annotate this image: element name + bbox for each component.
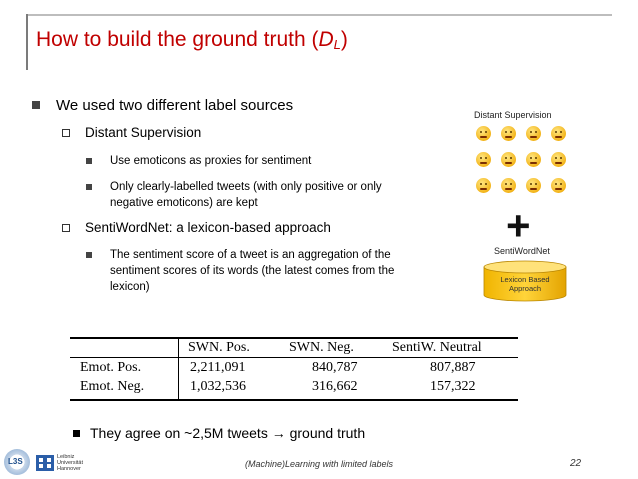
table-cell: 2,211,091	[190, 360, 246, 375]
bullet-sentiment-score	[86, 247, 426, 295]
agreement-text: They agree on ~2,5M tweets	[90, 425, 268, 441]
bullet-label-sources	[32, 97, 293, 114]
title-top-rule	[26, 14, 612, 16]
bullet-distant-supervision	[62, 125, 201, 140]
worried-emoji-icon	[526, 126, 541, 141]
table-cell: 157,322	[430, 379, 476, 394]
bullet-text: The sentiment score of a tweet is an aggregation of the sentiment scores of its words (the latest comes from the lexicon)	[110, 249, 395, 293]
arrow-right-icon: →	[271, 425, 286, 441]
bullet-text: SentiWordNet: a lexicon-based approach	[85, 220, 331, 235]
bullet-text: Only clearly-labelled tweets (with only positive or only negative emoticons) are kept	[110, 181, 382, 209]
blush-emoji-icon	[501, 178, 516, 193]
table-row-label: Emot. Pos.	[80, 360, 142, 375]
method-illustration	[468, 106, 582, 306]
lexicon-line-2: Approach	[508, 284, 542, 293]
table-cell: 316,662	[312, 379, 358, 394]
agreement-table	[70, 337, 518, 401]
university-name-line: Universität	[57, 460, 83, 466]
figure-panel-title: Distant Supervision	[474, 110, 552, 120]
tongue-emoji-icon	[526, 152, 541, 167]
kiss-emoji-icon	[551, 178, 566, 193]
square-bullet-icon	[32, 101, 40, 109]
cool-emoji-icon	[526, 178, 541, 193]
title-left-rule	[26, 14, 28, 70]
grin-emoji-icon	[476, 152, 491, 167]
table-cell: 1,032,536	[190, 379, 246, 394]
square-bullet-icon	[86, 184, 92, 190]
lexicon-cylinder-icon	[482, 260, 568, 302]
bullet-text: We used two different label sources	[56, 97, 294, 114]
surprised-emoji-icon	[551, 126, 566, 141]
bullet-text: Distant Supervision	[85, 125, 202, 140]
agreement-statement	[73, 425, 365, 441]
square-bullet-icon	[86, 158, 92, 164]
square-bullet-icon	[73, 430, 80, 437]
hollow-square-bullet-icon	[62, 129, 70, 137]
table-header-rule	[70, 357, 518, 358]
agreement-result: ground truth	[289, 425, 366, 441]
smile-emoji-icon	[476, 126, 491, 141]
wink-emoji-icon	[501, 152, 516, 167]
hollow-square-bullet-icon	[62, 224, 70, 232]
silly-emoji-icon	[476, 178, 491, 193]
table-column-separator	[178, 339, 179, 399]
sentiwordnet-label: SentiWordNet	[494, 246, 550, 256]
bullet-clearly-labelled	[86, 179, 426, 211]
table-top-rule	[70, 337, 518, 339]
footer-title: (Machine)Learning with limited labels	[244, 459, 394, 469]
university-name-line: Hannover	[57, 466, 81, 472]
table-header-sentiw-neutral: SentiW. Neutral	[392, 340, 482, 355]
sad-emoji-icon	[501, 126, 516, 141]
bullet-sentiwordnet	[62, 220, 331, 235]
table-header-swn-neg: SWN. Neg.	[289, 340, 354, 355]
table-bottom-rule	[70, 399, 518, 401]
l3s-logo-text: L3S	[8, 457, 23, 466]
table-header-swn-pos: SWN. Pos.	[188, 340, 250, 355]
square-bullet-icon	[86, 252, 92, 258]
plus-icon: +	[506, 202, 531, 249]
table-cell: 807,887	[430, 360, 476, 375]
bullet-emoticons-proxies	[86, 153, 426, 169]
page-number: 22	[570, 458, 582, 469]
shocked-emoji-icon	[551, 152, 566, 167]
table-row-label: Emot. Neg.	[80, 379, 145, 394]
university-name-line: Leibniz	[57, 454, 75, 460]
slide-title: How to build the ground truth $(D_L)$	[36, 28, 348, 52]
bullet-text: Use emoticons as proxies for sentiment	[110, 155, 312, 167]
lexicon-line-1: Lexicon Based	[500, 275, 550, 284]
table-cell: 840,787	[312, 360, 358, 375]
